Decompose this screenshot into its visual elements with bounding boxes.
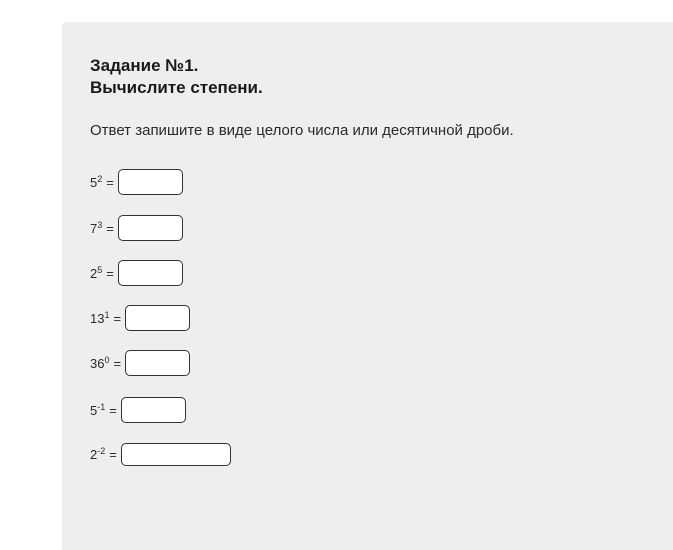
task-heading (90, 55, 263, 99)
answer-input-1[interactable] (118, 169, 183, 195)
exercise-row-2: 7 $^3$ = (90, 215, 183, 241)
answer-input-4[interactable] (125, 305, 190, 331)
answer-input-5[interactable] (125, 350, 190, 376)
task-title: Вычислите степени. (90, 78, 263, 97)
exercise-row-3: 2 $^5$ = (90, 260, 183, 286)
exercise-base: 5 (90, 174, 98, 190)
answer-input-2[interactable] (118, 215, 183, 241)
answer-input-7[interactable] (121, 443, 231, 466)
exercise-base: 2 (90, 265, 98, 281)
answer-input-3[interactable] (118, 260, 183, 286)
equals-sign: = (113, 355, 122, 371)
answer-input-6[interactable] (121, 397, 186, 423)
equals-sign: = (109, 446, 117, 462)
exercise-row-4: 13 $^1$ = (90, 305, 190, 331)
exercise-row-5: 36 $^0$ = (90, 350, 190, 376)
exercise-row-1: 5 $^2$ = (90, 169, 183, 195)
exercise-base: 36 (90, 355, 105, 371)
equals-sign: = (106, 174, 114, 190)
exercise-row-7: 2 $^{-2}$ = (90, 442, 231, 466)
equals-sign: = (109, 402, 117, 418)
task-instruction: Ответ запишите в виде целого числа или десятичной дроби. (90, 122, 514, 139)
exercise-base: 5 (90, 402, 98, 418)
task-card (62, 22, 673, 550)
exercise-base: 7 (90, 220, 98, 236)
exercise-base: 2 (90, 446, 98, 462)
task-number: Задание №1. (90, 56, 199, 75)
exercise-base: 13 (90, 310, 105, 326)
equals-sign: = (106, 220, 114, 236)
equals-sign: = (106, 265, 114, 281)
exercise-row-6: 5 $^{-1}$ = (90, 397, 186, 423)
equals-sign: = (113, 310, 122, 326)
